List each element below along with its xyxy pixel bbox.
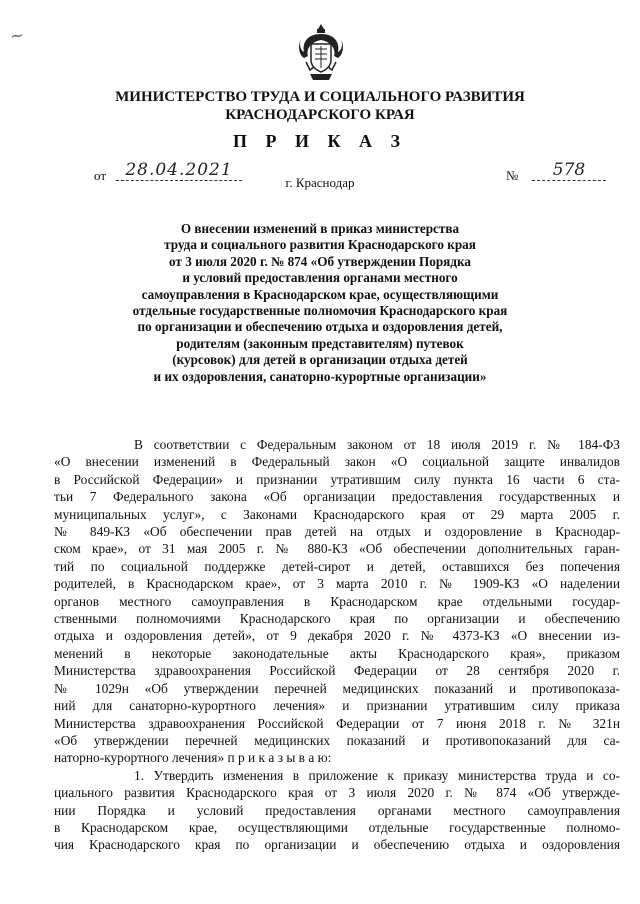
body-line: родителей, в Краснодарском крае», от 3 марта 2010 г. № 1909-КЗ «О наделении — [54, 576, 620, 592]
title-line: О внесении изменений в приказ министерства — [180, 221, 460, 236]
title-line: и их оздоровления, санаторно-курортные организации» — [153, 368, 487, 384]
body-line: нии Порядка и условий предоставления органами местного самоуправления — [54, 802, 620, 818]
title-line: от 3 июля 2020 г. № 874 «Об утверждении Порядка — [169, 253, 471, 269]
body-line: наторно-курортного лечения» п р и к а з ы в а ю: — [54, 750, 332, 766]
body-line: В соответствии с Федеральным законом от 18 июля 2019 г. № 184-ФЗ — [134, 437, 620, 452]
body-line: 1. Утвердить изменения в приложение к приказу министерства труда и со- — [134, 767, 620, 783]
body-line: тий по социальной поддержке детей-сирот и детей, оставшихся без попечения — [54, 558, 620, 574]
body-line: ний для санаторно-курортного лечения» и признании утратившим силу приказа — [54, 698, 620, 714]
ministry-line: МИНИСТЕРСТВО ТРУДА И СОЦИАЛЬНОГО РАЗВИТИЯ — [115, 89, 525, 105]
body-line: муниципальных услуг», с Законами Краснодарского края от 29 марта 2005 г. — [54, 506, 620, 522]
body-line: Министерства здравоохранения Российской Федерации от 28 сентября 2020 г. — [54, 663, 620, 679]
number-label: № — [506, 168, 519, 183]
body-line: № 1029н «Об утверждении перечней медицинских показаний и противопоказа- — [54, 680, 620, 696]
handwritten-date: 28.04.2021 — [116, 160, 242, 181]
body-line: отдыха и оздоровления детей», от 9 декабря 2020 г. № 4373-КЗ «О внесении из- — [54, 628, 620, 644]
body-line: в Российской Федерации» и признании утратившим силу пункта 16 части 6 ста- — [54, 471, 620, 487]
handwritten-order-number: 578 — [532, 160, 606, 181]
body-line: «Об утверждении перечней медицинских показаний и противопоказаний для са- — [54, 732, 620, 748]
title-line: (курсовок) для детей в организации отдыха детей — [172, 352, 468, 368]
body-line: ском крае», от 31 мая 2005 г. № 880-КЗ «Об обеспечении дополнительных гаран- — [54, 541, 620, 557]
title-line: отдельные государственные полномочия Краснодарского края — [132, 303, 508, 319]
body-line: чия Краснодарского края по организации и обеспечению отдыха и оздоровления — [54, 837, 620, 853]
body-line: в Краснодарском крае, осуществляющими отдельные государственные полномо- — [54, 819, 620, 835]
body-line: менений в некоторые законодательные акты Краснодарского края», приказом — [54, 645, 620, 661]
body-line: № 849-КЗ «Об обеспечении прав детей на отдых и оздоровление в Краснодар- — [54, 524, 620, 540]
document-body — [54, 436, 620, 854]
body-line: тьи 7 Федерального закона «Об организации предоставления государственных и — [54, 489, 620, 505]
body-line: циального развития Краснодарского края от 3 июля 2020 г. № 874 «Об утвержде- — [54, 785, 620, 801]
title-line: родителям (законным представителям) путевок — [176, 335, 464, 351]
document-type: П Р И К А З — [232, 131, 408, 151]
ministry-line: КРАСНОДАРСКОГО КРАЯ — [225, 107, 415, 123]
title-line: по организации и обеспечению отдыха и оздоровления детей, — [137, 319, 503, 335]
body-line: органов местного самоуправления в Краснодарском крае отдельными государ- — [54, 593, 620, 609]
body-line: «О внесении изменений в Федеральный закон «О социальной защите инвалидов — [54, 454, 620, 470]
title-line: и условий предоставления органами местного — [182, 270, 458, 286]
body-line: Министерства здравоохранения Российской Федерации от 7 июня 2018 г. № 321н — [54, 715, 620, 731]
title-line: труда и социального развития Краснодарского края — [164, 237, 476, 253]
body-line: ственными полномочиями Краснодарского края по организации и обеспечению — [54, 611, 620, 627]
marginal-handwritten-mark: ~ — [8, 25, 25, 46]
coat-of-arms-emblem-icon — [298, 22, 344, 84]
ministry-name — [0, 88, 640, 124]
title-line: самоуправления в Краснодарском крае, осуществляющими — [141, 286, 499, 302]
city: г. Краснодар — [285, 175, 355, 190]
document-title — [80, 221, 560, 385]
date-label: от — [94, 168, 107, 183]
